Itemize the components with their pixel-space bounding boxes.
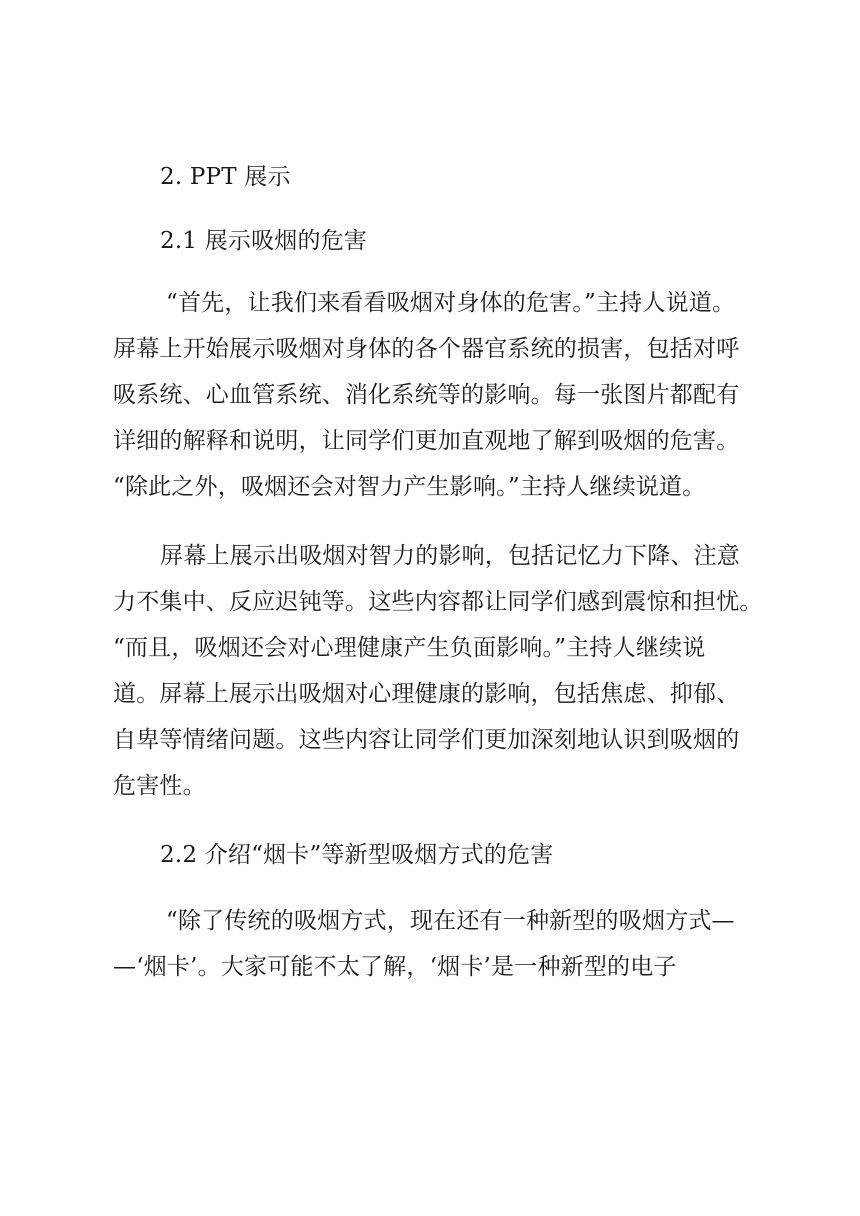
paragraph-line: “首先，让我们来看看吸烟对身体的危害。”主持人说道。	[166, 290, 736, 316]
paragraph-line: 吸系统、心血管系统、消化系统等的影响。每一张图片都配有	[113, 382, 740, 408]
paragraph-line: “而且，吸烟还会对心理健康产生负面影响。”主持人继续说	[113, 635, 706, 661]
section-heading: 2. PPT 展示	[160, 164, 291, 190]
paragraph-line: 屏幕上开始展示吸烟对身体的各个器官系统的损害，包括对呼	[113, 336, 740, 362]
paragraph-line: 力不集中、反应迟钝等。这些内容都让同学们感到震惊和担忧。	[113, 589, 763, 615]
paragraph-line: —‘烟卡’。大家可能不太了解，‘烟卡’是一种新型的电子	[113, 954, 677, 980]
paragraph-line: “除此之外，吸烟还会对智力产生影响。”主持人继续说道。	[113, 474, 706, 500]
subsection-heading: 2.1 展示吸烟的危害	[160, 228, 368, 254]
paragraph-line: “除了传统的吸烟方式，现在还有一种新型的吸烟方式—	[166, 908, 735, 934]
paragraph-line: 自卑等情绪问题。这些内容让同学们更加深刻地认识到吸烟的	[113, 727, 740, 753]
paragraph-line: 危害性。	[113, 773, 206, 799]
paragraph-line: 详细的解释和说明，让同学们更加直观地了解到吸烟的危害。	[113, 428, 740, 454]
paragraph-line: 道。屏幕上展示出吸烟对心理健康的影响，包括焦虑、抑郁、	[113, 681, 740, 707]
paragraph-line: 屏幕上展示出吸烟对智力的影响，包括记忆力下降、注意	[160, 543, 740, 569]
subsection-heading: 2.2 介绍“烟卡”等新型吸烟方式的危害	[160, 842, 554, 868]
